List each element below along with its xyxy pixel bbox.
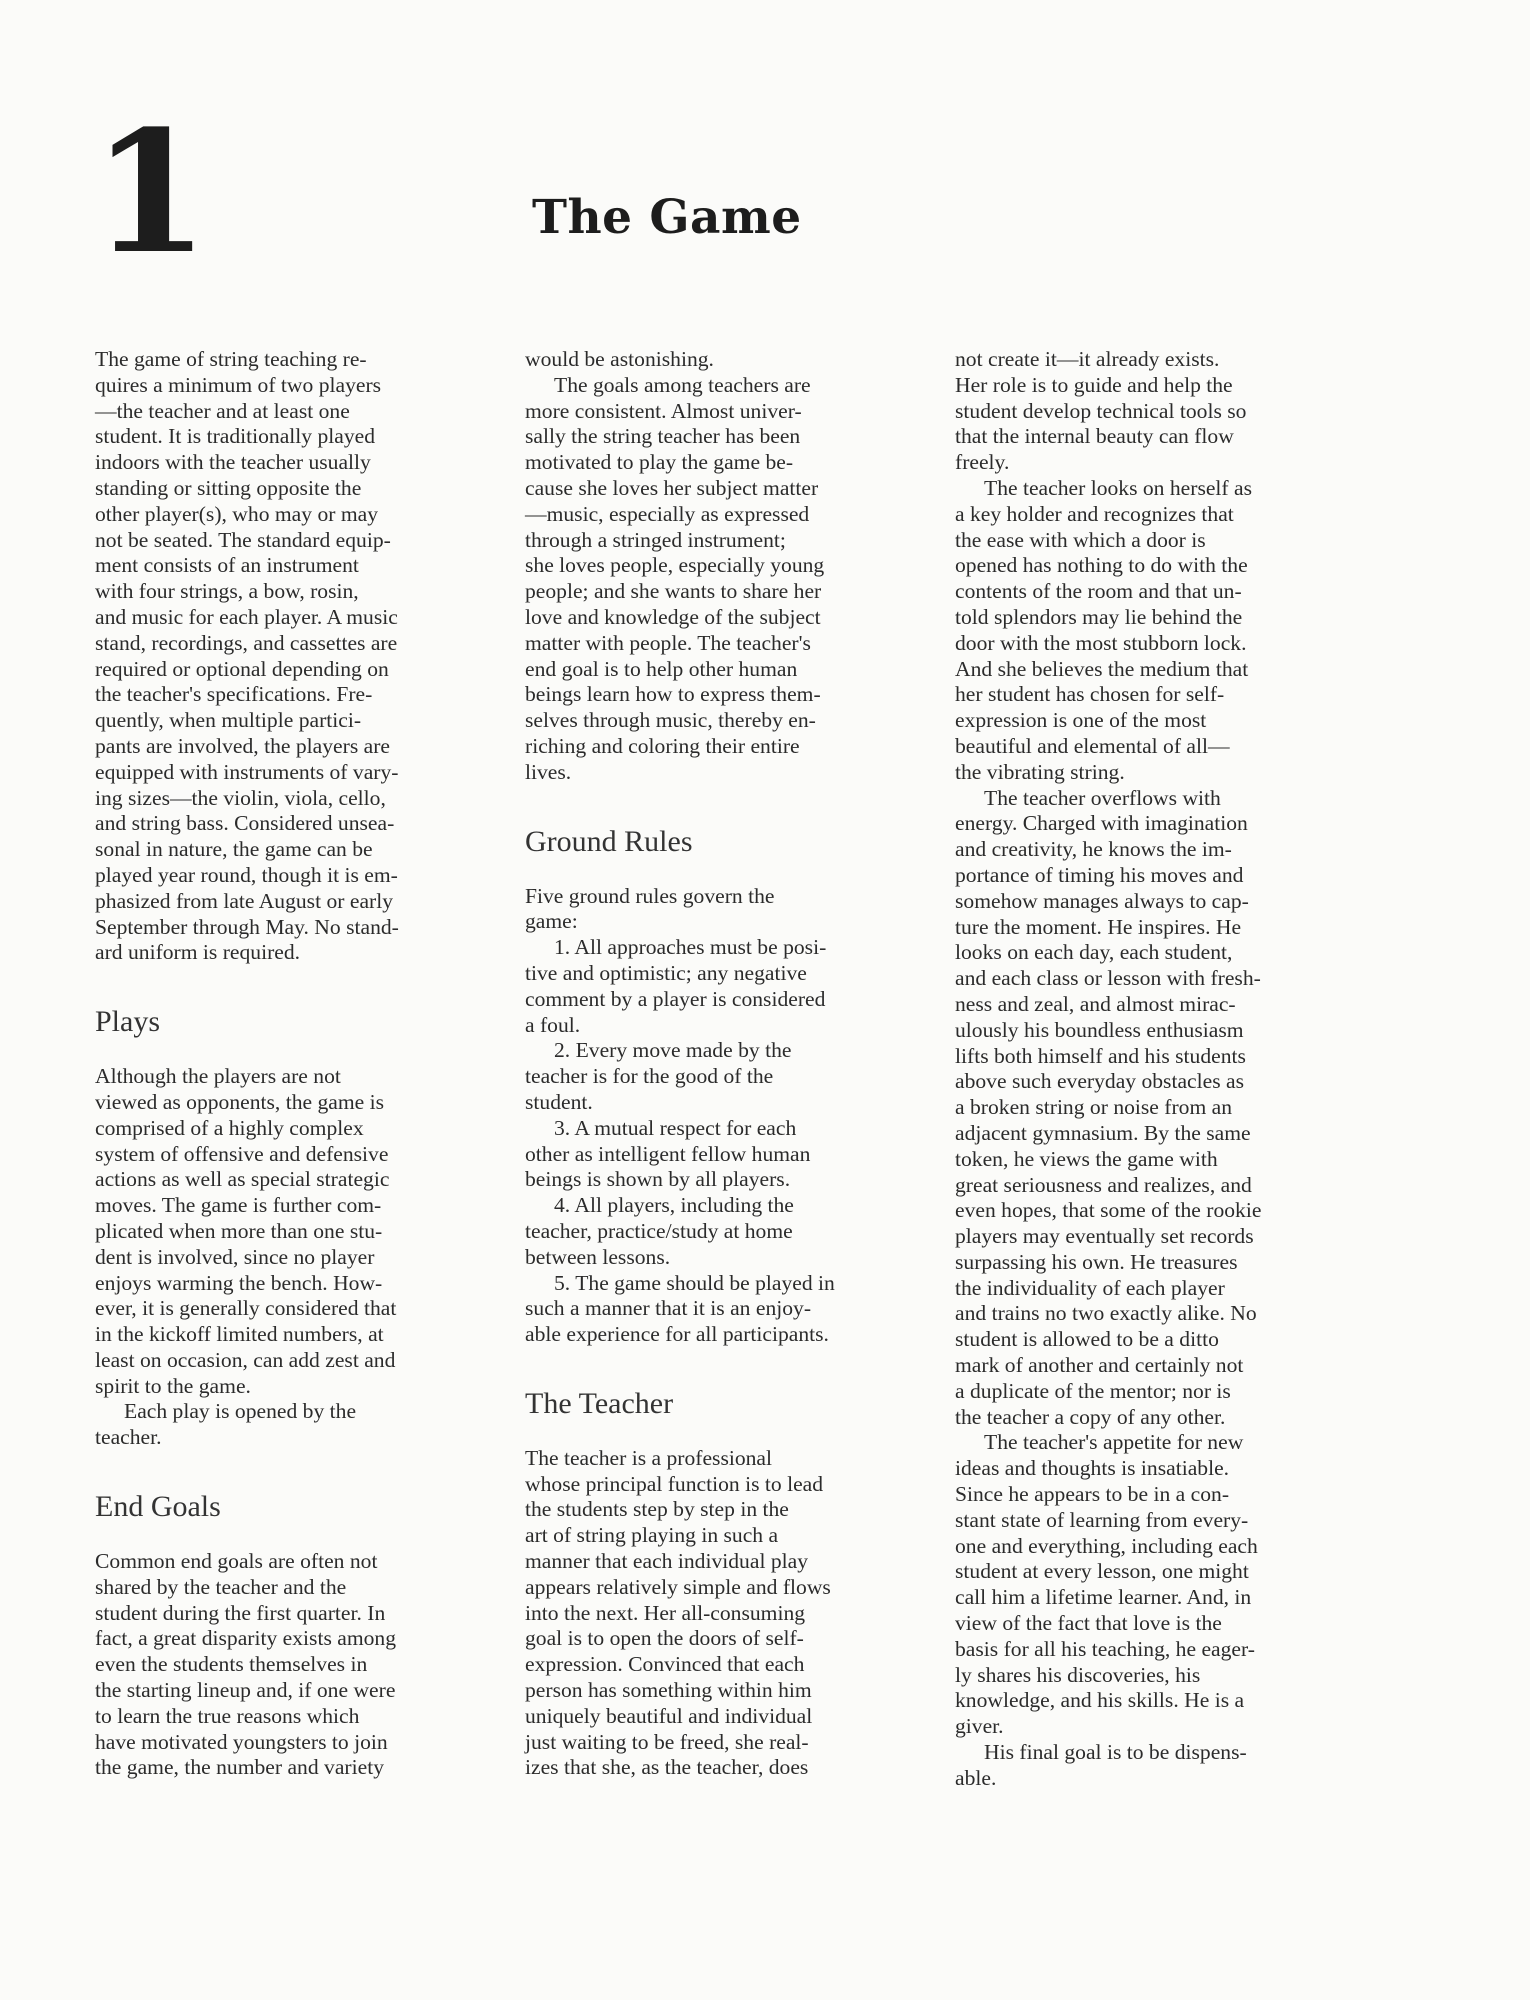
text-line: student at every lesson, one might <box>955 1559 1249 1584</box>
text-line: The teacher is a professional <box>525 1445 773 1470</box>
text-line: game: <box>525 909 578 934</box>
text-line: just waiting to be freed, she real- <box>525 1729 809 1754</box>
text-line: such a manner that it is an enjoy- <box>525 1296 812 1321</box>
text-line: stand, recordings, and cassettes are <box>95 630 398 655</box>
text-line: appears relatively simple and flows <box>525 1574 831 1599</box>
text-line: would be astonishing. <box>525 347 714 371</box>
text-line: end goal is to help other human <box>525 656 798 681</box>
text-line: giver. <box>955 1714 1004 1739</box>
text-line: ing sizes—the violin, viola, cello, <box>95 785 386 810</box>
text-line: even hopes, that some of the rookie <box>955 1198 1262 1223</box>
text-line: system of offensive and defensive <box>95 1141 389 1166</box>
text-line: between lessons. <box>525 1244 671 1269</box>
text-line: Five ground rules govern the <box>525 883 775 908</box>
text-line: told splendors may lie behind the <box>955 604 1243 629</box>
text-line: ulously his boundless enthusiasm <box>955 1017 1244 1042</box>
text-line: able. <box>955 1765 997 1790</box>
chapter-title: The Game <box>532 190 802 245</box>
text-line: Each play is opened by the <box>124 1399 357 1424</box>
text-line: door with the most stubborn lock. <box>955 630 1247 655</box>
text-line: energy. Charged with imagination <box>955 811 1248 836</box>
text-line: comment by a player is considered <box>525 986 826 1011</box>
text-line: mark of another and certainly not <box>955 1353 1244 1378</box>
section-spacer <box>525 860 925 884</box>
text-line: the ease with which a door is <box>955 527 1206 552</box>
text-line: adjacent gymnasium. By the same <box>955 1120 1251 1145</box>
text-line: Since he appears to be in a con- <box>955 1482 1230 1507</box>
text-line: 4. All players, including the <box>554 1193 794 1218</box>
text-line: viewed as opponents, the game is <box>95 1089 385 1114</box>
text-line: and creativity, he knows the im- <box>955 837 1232 862</box>
section-heading: Plays <box>95 1005 161 1039</box>
text-line: The goals among teachers are <box>554 372 811 397</box>
section-spacer <box>525 1422 925 1446</box>
text-line: spirit to the game. <box>95 1373 251 1398</box>
text-line: call him a lifetime learner. And, in <box>955 1585 1252 1610</box>
text-line: Common end goals are often not <box>95 1549 378 1574</box>
text-line: expression. Convinced that each <box>525 1652 805 1677</box>
text-line: have motivated youngsters to join <box>95 1729 388 1754</box>
text-line: beings is shown by all players. <box>525 1167 791 1192</box>
text-line: that the internal beauty can flow <box>955 424 1234 449</box>
text-line: teacher, practice/study at home <box>525 1218 793 1243</box>
text-line: the game, the number and variety <box>95 1755 385 1780</box>
text-line: stant state of learning from every- <box>955 1507 1249 1532</box>
section-heading: Ground Rules <box>525 824 693 858</box>
text-line: art of string playing in such a <box>525 1523 779 1548</box>
text-line: and music for each player. A music <box>95 604 398 629</box>
text-line: through a stringed instrument; <box>525 527 786 552</box>
text-line: whose principal function is to lead <box>525 1471 824 1496</box>
text-line: ment consists of an instrument <box>95 553 359 578</box>
text-line: able experience for all participants. <box>525 1322 829 1347</box>
text-line: 1. All approaches must be posi- <box>554 935 827 960</box>
text-line: cause she loves her subject matter <box>525 475 819 500</box>
text-line: with four strings, a bow, rosin, <box>95 579 359 604</box>
text-line: the students step by step in the <box>525 1497 789 1522</box>
section-spacer <box>525 786 925 824</box>
text-line: looks on each day, each student, <box>955 940 1233 965</box>
text-line: to learn the true reasons which <box>95 1703 360 1728</box>
text-line: plicated when more than one stu- <box>95 1218 383 1243</box>
text-line: opened has nothing to do with the <box>955 553 1248 578</box>
text-line: His final goal is to be dispens- <box>984 1740 1247 1765</box>
text-line: surpassing his own. He treasures <box>955 1249 1238 1274</box>
chapter-number: 1 <box>92 93 209 291</box>
text-line: student. <box>525 1089 593 1114</box>
text-line: teacher is for the good of the <box>525 1064 774 1089</box>
text-line: izes that she, as the teacher, does <box>525 1755 809 1780</box>
section-spacer <box>95 1040 495 1064</box>
text-line: tive and optimistic; any negative <box>525 960 807 985</box>
text-line: pants are involved, the players are <box>95 733 390 758</box>
section-spacer <box>95 1451 495 1489</box>
text-line: expression is one of the most <box>955 708 1207 733</box>
text-line: selves through music, thereby en- <box>525 708 816 733</box>
text-line: the teacher's specifications. Fre- <box>95 682 373 707</box>
text-line: fact, a great disparity exists among <box>95 1626 397 1651</box>
text-line: knowledge, and his skills. He is a <box>955 1688 1245 1713</box>
text-line: and string bass. Considered unsea- <box>95 811 395 836</box>
text-line: matter with people. The teacher's <box>525 630 811 655</box>
text-line: equipped with instruments of vary- <box>95 759 399 784</box>
text-line: lives. <box>525 759 572 784</box>
text-line: ture the moment. He inspires. He <box>955 914 1242 939</box>
text-line: required or optional depending on <box>95 656 389 681</box>
text-line: uniquely beautiful and individual <box>525 1703 813 1728</box>
text-line: somehow manages always to cap- <box>955 888 1249 913</box>
text-line: not create it—it already exists. <box>955 347 1220 371</box>
text-line: teacher. <box>95 1425 162 1450</box>
text-line: basis for all his teaching, he eager- <box>955 1636 1255 1661</box>
text-line: 2. Every move made by the <box>554 1038 792 1063</box>
text-line: 5. The game should be played in <box>554 1270 835 1295</box>
text-line: above such everyday obstacles as <box>955 1069 1245 1094</box>
text-line: The teacher looks on herself as <box>984 475 1253 500</box>
text-column-3 <box>955 347 1355 1792</box>
text-line: not be seated. The standard equip- <box>95 527 391 552</box>
text-line: beings learn how to express them- <box>525 682 821 707</box>
text-line: view of the fact that love is the <box>955 1611 1222 1636</box>
text-line: one and everything, including each <box>955 1533 1258 1558</box>
text-line: played year round, though it is em- <box>95 862 398 887</box>
text-line: enjoys warming the bench. How- <box>95 1270 383 1295</box>
text-column-2 <box>525 347 925 1781</box>
text-line: The game of string teaching re- <box>95 347 367 371</box>
text-line: The teacher's appetite for new <box>984 1430 1244 1455</box>
text-line: sonal in nature, the game can be <box>95 837 373 862</box>
text-line: quires a minimum of two players <box>95 372 382 397</box>
text-line: great seriousness and realizes, and <box>955 1172 1252 1197</box>
text-line: —music, especially as expressed <box>525 501 810 526</box>
text-line: Although the players are not <box>95 1064 341 1089</box>
text-line: into the next. Her all-consuming <box>525 1600 806 1625</box>
text-line: contents of the room and that un- <box>955 579 1242 604</box>
text-line: even the students themselves in <box>95 1652 368 1677</box>
text-line: ard uniform is required. <box>95 940 301 965</box>
text-line: standing or sitting opposite the <box>95 475 362 500</box>
text-line: riching and coloring their entire <box>525 733 800 758</box>
text-line: more consistent. Almost univer- <box>525 398 802 423</box>
text-line: quently, when multiple partici- <box>95 708 362 733</box>
text-line: her student has chosen for self- <box>955 682 1225 707</box>
text-line: —the teacher and at least one <box>95 398 350 423</box>
text-line: the teacher a copy of any other. <box>955 1404 1226 1429</box>
section-spacer <box>525 1348 925 1386</box>
section-spacer <box>95 966 495 1004</box>
text-line: least on occasion, can add zest and <box>95 1347 396 1372</box>
text-line: actions as well as special strategic <box>95 1167 390 1192</box>
text-line: the starting lineup and, if one were <box>95 1678 396 1703</box>
text-line: the individuality of each player <box>955 1275 1225 1300</box>
text-line: moves. The game is further com- <box>95 1193 382 1218</box>
text-line: a foul. <box>525 1012 581 1037</box>
text-line: motivated to play the game be- <box>525 450 794 475</box>
text-line: portance of timing his moves and <box>955 862 1244 887</box>
text-line: love and knowledge of the subject <box>525 604 821 629</box>
section-heading: The Teacher <box>525 1386 674 1420</box>
text-line: ness and zeal, and almost mirac- <box>955 991 1236 1016</box>
text-line: Her role is to guide and help the <box>955 372 1233 397</box>
text-line: ideas and thoughts is insatiable. <box>955 1456 1230 1481</box>
text-line: ever, it is generally considered that <box>95 1296 397 1321</box>
text-line: The teacher overflows with <box>984 785 1221 810</box>
section-spacer <box>95 1525 495 1549</box>
text-line: manner that each individual play <box>525 1549 809 1574</box>
text-line: sally the string teacher has been <box>525 424 801 449</box>
text-line: freely. <box>955 450 1010 475</box>
text-line: in the kickoff limited numbers, at <box>95 1322 384 1347</box>
text-line: shared by the teacher and the <box>95 1574 347 1599</box>
text-line: the vibrating string. <box>955 759 1125 784</box>
text-line: token, he views the game with <box>955 1146 1218 1171</box>
text-line: lifts both himself and his students <box>955 1043 1246 1068</box>
text-line: other player(s), who may or may <box>95 501 379 526</box>
text-line: people; and she wants to share her <box>525 579 822 604</box>
text-line: student. It is traditionally played <box>95 424 376 449</box>
text-line: she loves people, especially young <box>525 553 825 578</box>
text-line: And she believes the medium that <box>955 656 1249 681</box>
text-line: beautiful and elemental of all— <box>955 733 1230 758</box>
section-heading: End Goals <box>95 1490 221 1524</box>
text-line: indoors with the teacher usually <box>95 450 371 475</box>
text-line: student develop technical tools so <box>955 398 1247 423</box>
text-line: players may eventually set records <box>955 1224 1254 1249</box>
text-column-1 <box>95 347 495 1781</box>
text-line: person has something within him <box>525 1678 812 1703</box>
text-line: other as intelligent fellow human <box>525 1141 811 1166</box>
text-line: September through May. No stand- <box>95 914 399 939</box>
text-line: a broken string or noise from an <box>955 1095 1233 1120</box>
text-line: 3. A mutual respect for each <box>554 1115 797 1140</box>
text-line: student is allowed to be a ditto <box>955 1327 1219 1352</box>
text-line: and each class or lesson with fresh- <box>955 966 1261 991</box>
text-line: a duplicate of the mentor; nor is <box>955 1378 1231 1403</box>
text-line: and trains no two exactly alike. No <box>955 1301 1257 1326</box>
text-line: dent is involved, since no player <box>95 1244 375 1269</box>
text-line: goal is to open the doors of self- <box>525 1626 804 1651</box>
text-line: a key holder and recognizes that <box>955 501 1234 526</box>
text-line: comprised of a highly complex <box>95 1115 364 1140</box>
text-line: student during the first quarter. In <box>95 1600 386 1625</box>
text-line: phasized from late August or early <box>95 888 394 913</box>
text-line: ly shares his discoveries, his <box>955 1662 1201 1687</box>
